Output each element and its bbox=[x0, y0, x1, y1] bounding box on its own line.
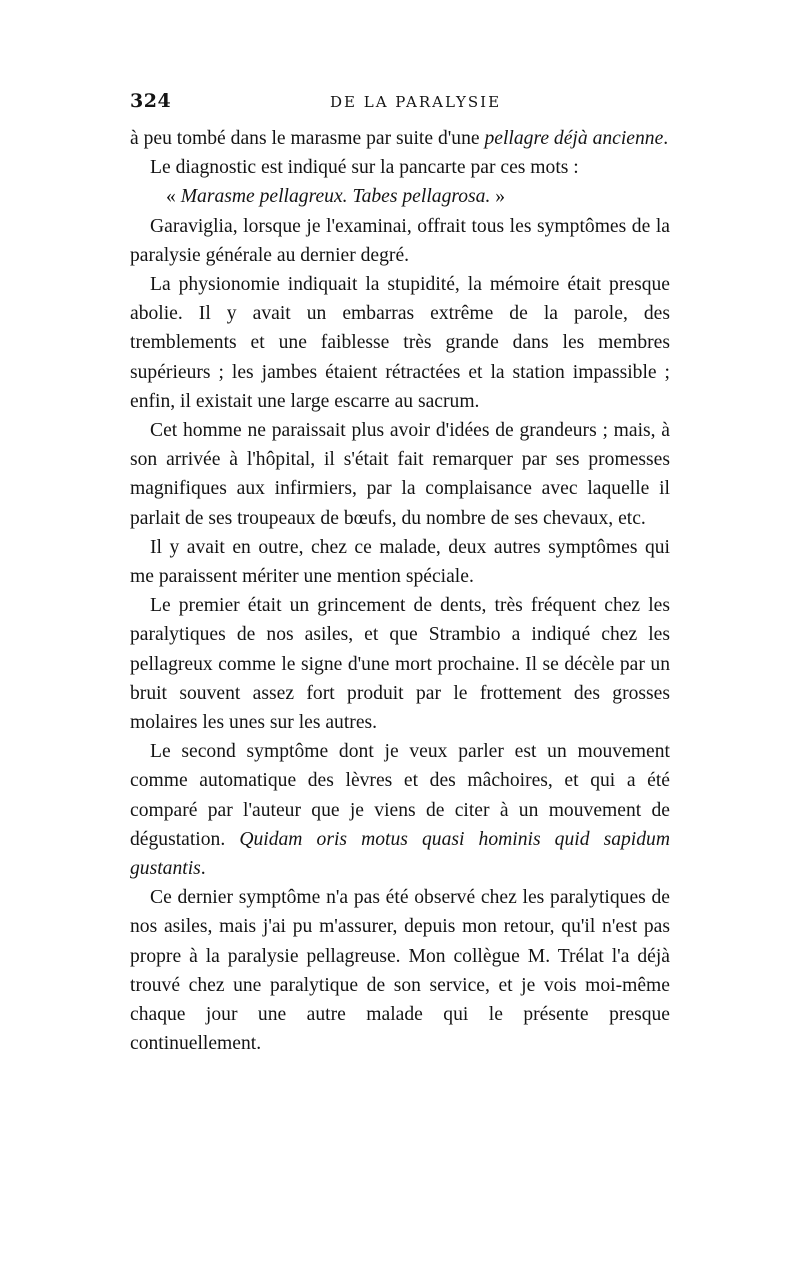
paragraph bbox=[130, 737, 670, 883]
italic-phrase: pellagre déjà ancienne bbox=[484, 128, 664, 149]
page-header bbox=[130, 90, 670, 118]
paragraph-text: Le second symptôme dont je veux parler est un mouvement comme automatique des lèvres et des mâchoires, et qui a été comparé par l'auteur que je viens de citer à un mouvement de dégustation. bbox=[130, 741, 670, 850]
paragraph: Ce dernier symptôme n'a pas été observé chez les paralytiques de nos asiles, mais j'ai pu m'assurer, depuis mon retour, qu'il n'est pas propre à la paralysie pellagreuse. Mon collègue M. Trélat l'a déjà trouvé chez une paralytique de son service, et je vois moi-même chaque jour une autre malade qui le présente presque continuellement. bbox=[130, 887, 670, 1055]
paragraph-text: . bbox=[200, 858, 206, 880]
latin-quote: Quidam oris motus quasi hominis quid sapidum gustantis bbox=[130, 828, 670, 880]
paragraph: Le diagnostic est indiqué sur la pancarte par ces mots : bbox=[150, 157, 579, 179]
diagnosis-text: Marasme pellagreux. Tabes pellagrosa. bbox=[180, 186, 491, 208]
paragraph-text: à peu tombé dans le marasme par suite d'une bbox=[130, 128, 485, 149]
paragraph bbox=[130, 124, 670, 153]
paragraph: Le premier était un grincement de dents, très fréquent chez les paralytiques de nos asiles, et que Strambio a indiqué chez les pellagreux comme le signe d'une mort prochaine. Il se décèle par un bruit souvent assez fort produit par le frottement des grosses molaires les unes sur les autres. bbox=[130, 595, 670, 734]
body-text bbox=[130, 124, 670, 1059]
running-title: DE LA PARALYSIE bbox=[330, 93, 502, 111]
paragraph-text: . bbox=[663, 128, 669, 149]
quote-close: » bbox=[490, 186, 506, 208]
paragraph: Il y avait en outre, chez ce malade, deux autres symptômes qui me paraissent mériter une mention spéciale. bbox=[130, 536, 670, 588]
paragraph: Garaviglia, lorsque je l'examinai, offrait tous les symptômes de la paralysie générale au dernier degré. bbox=[130, 215, 670, 266]
paragraph: Cet homme ne paraissait plus avoir d'idées de grandeurs ; mais, à son arrivée à l'hôpital, il s'était fait remarquer par ses promesses magnifiques aux infirmiers, par la complaisance avec laquelle il parlait de ses troupeaux de bœufs, du nombre de ses chevaux, etc. bbox=[130, 420, 670, 529]
diagnosis-quote bbox=[130, 182, 670, 211]
paragraph: La physionomie indiquait la stupidité, la mémoire était presque abolie. Il y avait un embarras extrême de la parole, des tremblements et une faiblesse très grande dans les membres supérieurs ; les jambes étaient rétractées et la station impassible ; enfin, il existait une large escarre au sacrum. bbox=[130, 274, 670, 412]
quote-open: « bbox=[166, 186, 181, 208]
page-number: 324 bbox=[130, 90, 172, 112]
